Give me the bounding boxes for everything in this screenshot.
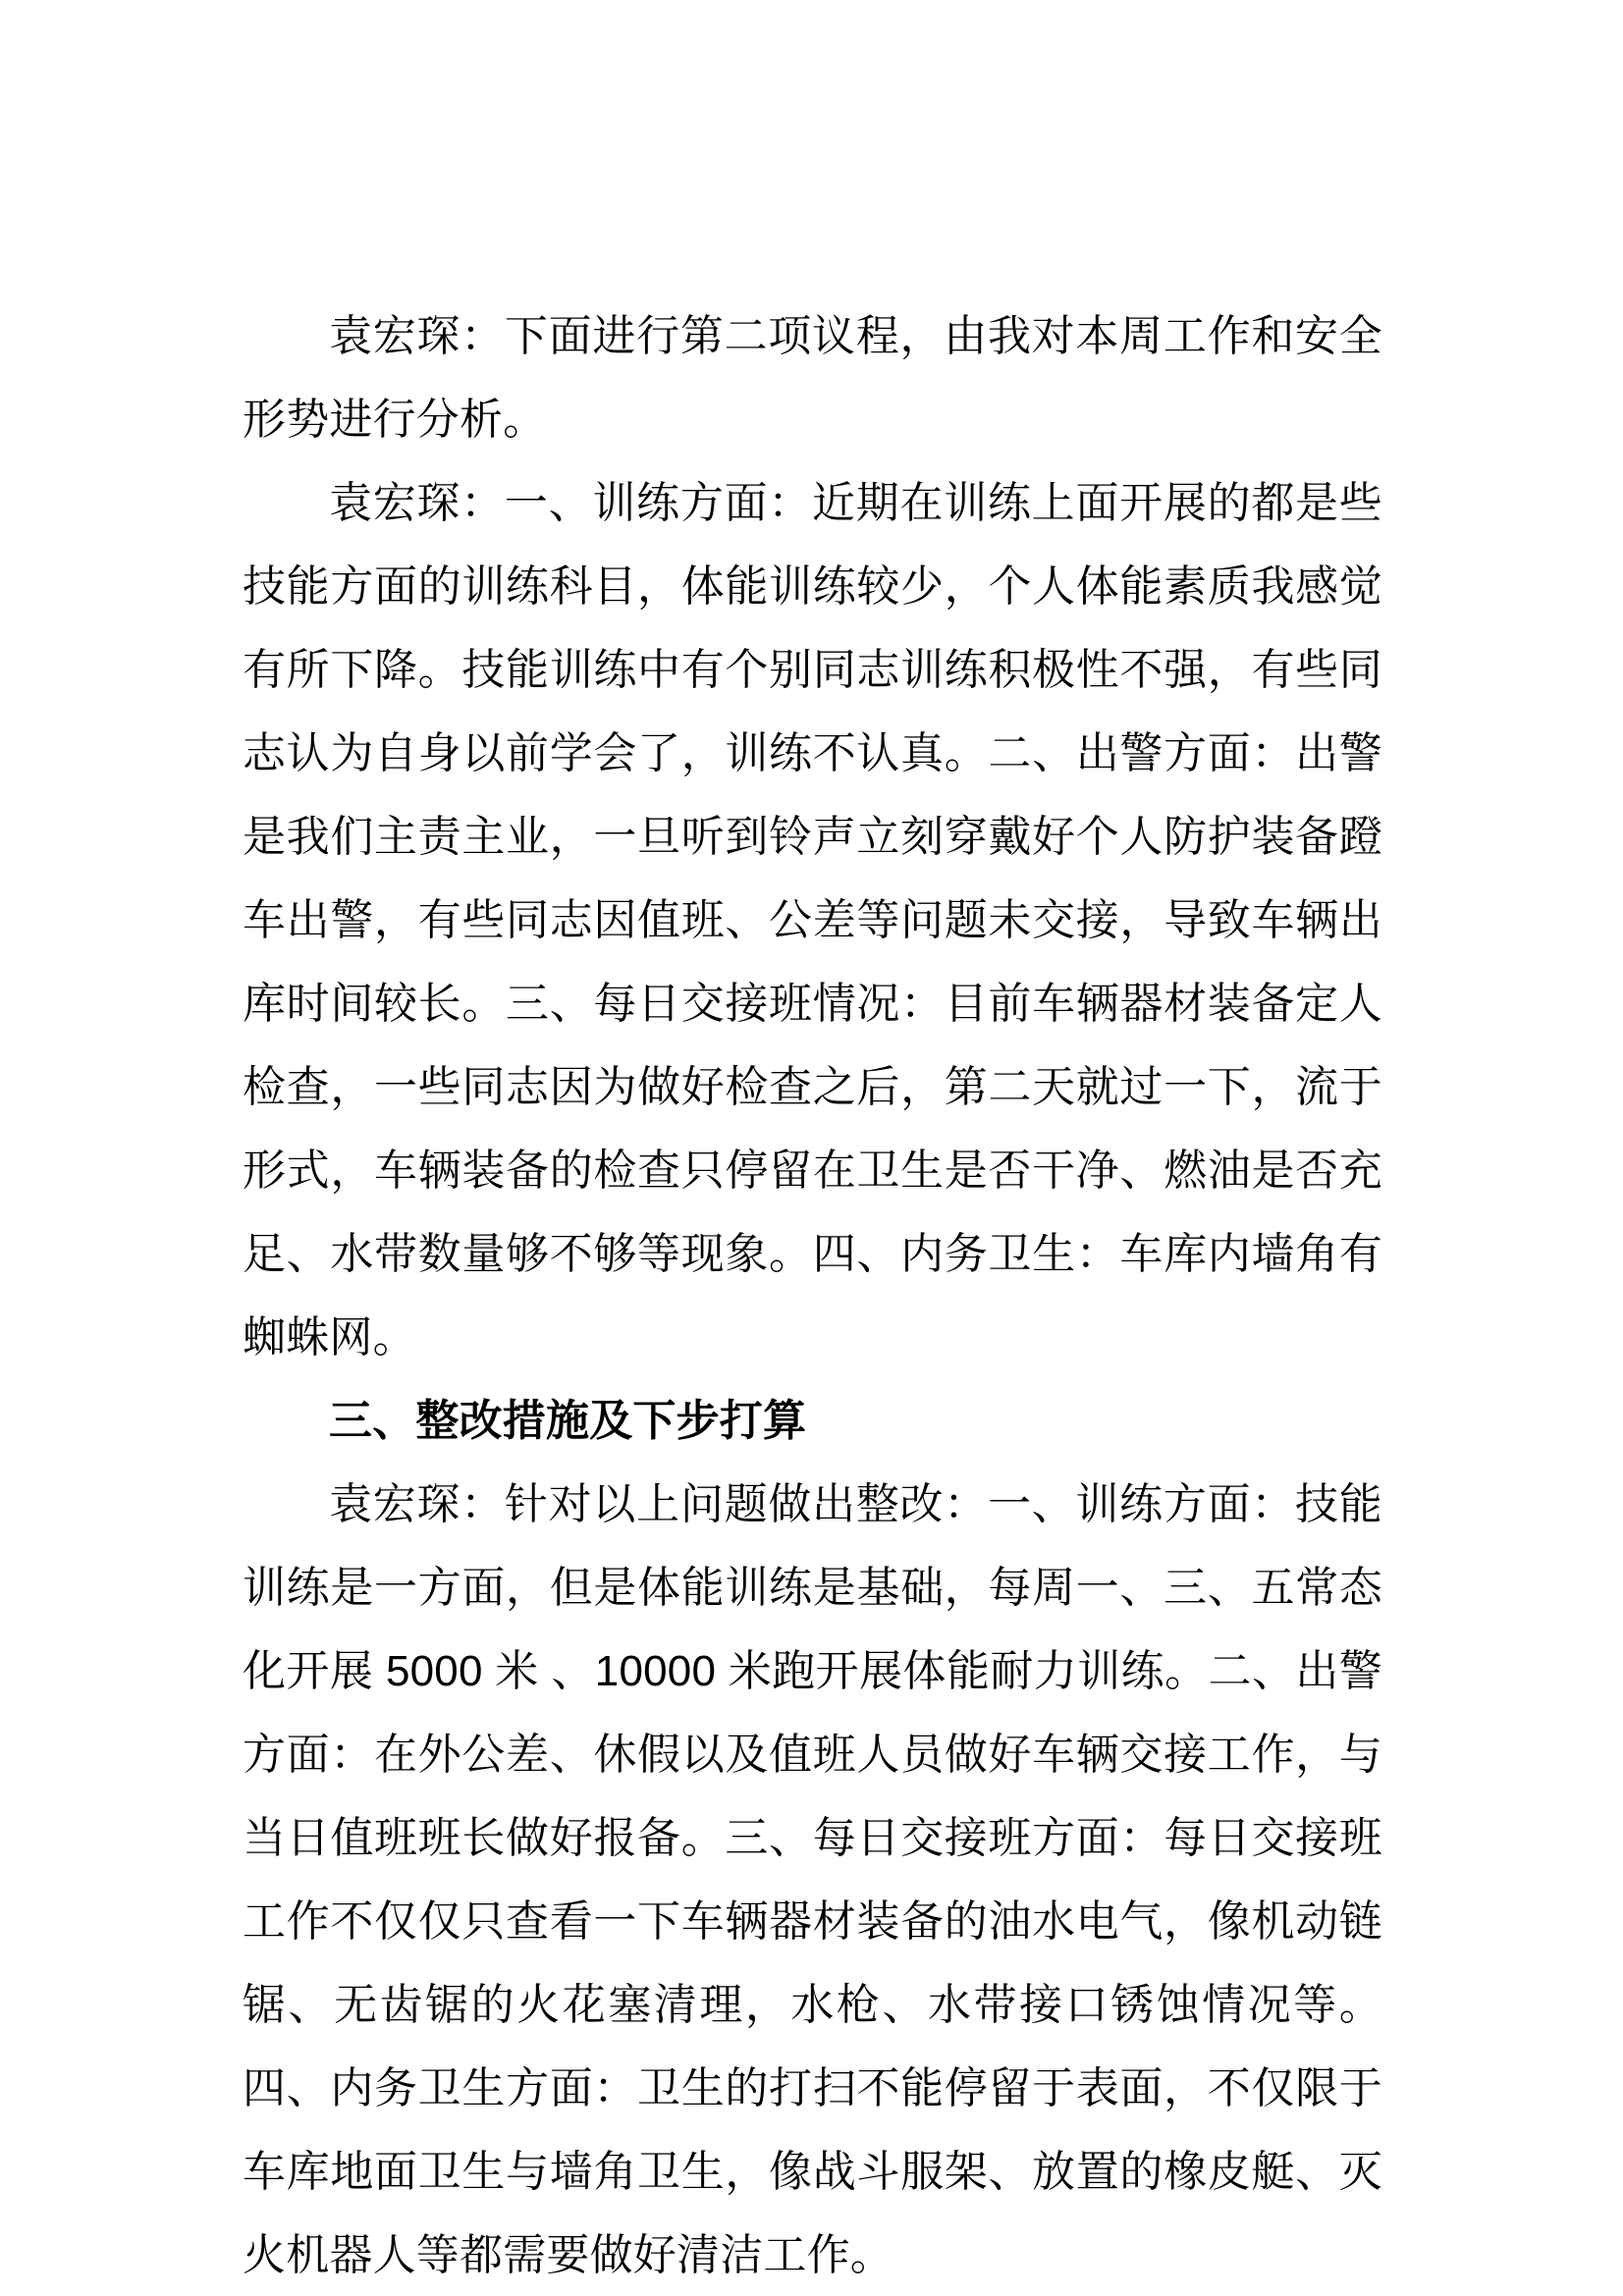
paragraph-weekly-analysis: 袁宏琛：一、训练方面：近期在训练上面开展的都是些技能方面的训练科目，体能训练较少，个人体能素质我感觉有所下降。技能训练中有个别同志训练积极性不强，有些同志认为自身以前学会了，训练不认真。二、出警方面：出警是我们主责主业，一旦听到铃声立刻穿戴好个人防护装备蹬车出警，有些同志因值班、公差等问题未交接，导致车辆出库时间较长。三、每日交接班情况：目前车辆器材装备定人检查，一些同志因为做好检查之后，第二天就过一下，流于形式，车辆装备的检查只停留在卫生是否干净、燃油是否充足、水带数量够不够等现象。四、内务卫生：车库内墙角有蜘蛛网。 [243,479,1382,1362]
paragraph-agenda-intro: 袁宏琛：下面进行第二项议程，由我对本周工作和安全形势进行分析。 [243,312,1382,444]
document-body [243,294,1382,2296]
paragraph-rectification-measures: 袁宏琛：针对以上问题做出整改：一、训练方面：技能训练是一方面，但是体能训练是基础，每周一、三、五常态化开展 5000 米 、10000 米跑开展体能耐力训练。二、出警方面：在外公差、休假以及值班人员做好车辆交接工作，与当日值班班长做好报备。三、每日交接班方面：每日交接班工作不仅仅只查看一下车辆器材装备的油水电气，像机动链锯、无齿锯的火花塞清理，水枪、水带接口锈蚀情况等。四、内务卫生方面：卫生的打扫不能停留于表面，不仅限于车库地面卫生与墙角卫生，像战斗服架、放置的橡皮艇、灭火机器人等都需要做好清洁工作。 [243,1480,1382,2279]
section-heading-rectification: 三、整改措施及下步打算 [329,1397,807,1445]
